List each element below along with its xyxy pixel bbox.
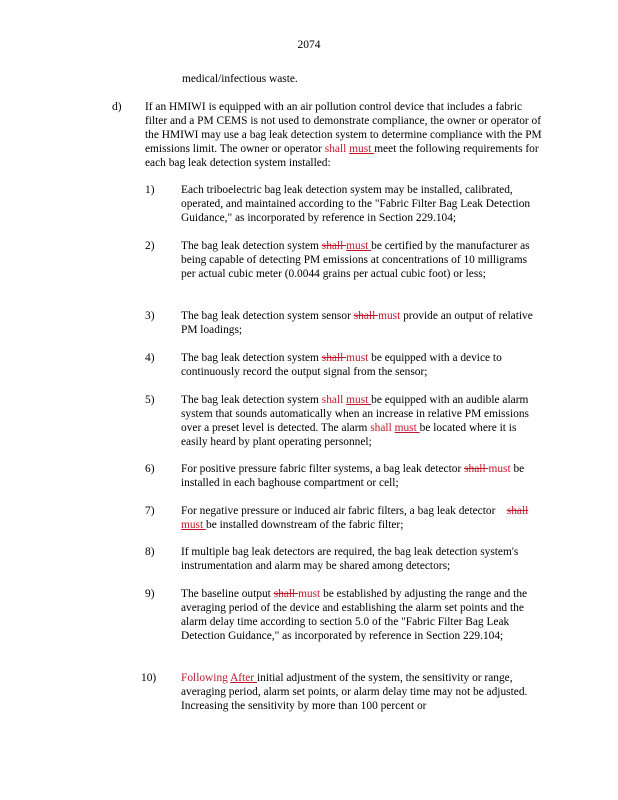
list-item: [181, 239, 541, 281]
inserted-word: must: [346, 240, 372, 252]
item-text: be located where it is easily heard by plant operating personnel;: [181, 422, 517, 448]
inserted-word: After: [230, 672, 257, 684]
deleted-word: shall: [321, 352, 347, 364]
deleted-word: shall: [464, 463, 489, 475]
subsection-paragraph: [145, 100, 545, 170]
page-number: 2074: [297, 39, 321, 51]
item-text: The baseline output: [181, 588, 274, 600]
item-label: 5): [145, 394, 155, 406]
subsection-tail: meet the following requirements for each bag leak detection system installed:: [145, 143, 539, 169]
lead-text: medical/infectious waste.: [182, 73, 298, 85]
list-item: [181, 462, 541, 490]
list-item: [181, 351, 541, 379]
inserted-word: must: [181, 519, 207, 531]
item-label: 8): [145, 546, 155, 558]
item-text: be equipped with an audible alarm system that sounds automatically when an increase in relative PM emissions over a preset level is detected. The alarm: [181, 394, 529, 434]
revised-word: Following: [181, 672, 228, 684]
item-text: For negative pressure or induced air fabric filters, a bag leak detector: [181, 505, 507, 517]
inserted-word: must: [346, 394, 372, 406]
item-text: be installed downstream of the fabric filter;: [206, 519, 404, 531]
deleted-word: shall: [273, 588, 299, 600]
item-label: 1): [145, 184, 155, 196]
revised-word: must: [346, 352, 369, 364]
subsection-text: If an HMIWI is equipped with an air pollution control device that includes a fabric filter and a PM CEMS is not used to demonstrate compliance, the owner or operator of the HMIWI may use a bag leak detection system to determine compliance with the PM emissions limit. The owner or operator: [145, 101, 542, 155]
list-item: If multiple bag leak detectors are required, the bag leak detection system's instrumentation and alarm may be shared among detectors;: [181, 546, 519, 572]
revised-word: must: [298, 588, 321, 600]
inserted-word: must: [349, 143, 375, 155]
list-item: [181, 671, 541, 713]
item-text: provide an output of relative PM loadings;: [181, 310, 533, 336]
list-item: [181, 393, 541, 449]
revised-word: shall: [324, 143, 347, 155]
item-label: 9): [145, 588, 155, 600]
item-text: initial adjustment of the system, the sensitivity or range, averaging period, alarm set points, or alarm delay time may not be adjusted. Increasing the sensitivity by more than 100 percent or: [181, 672, 528, 712]
item-text: be established by adjusting the range and the averaging period of the device and establishing the alarm set points and the alarm delay time according to section 5.0 of the "Fabric Filter Bag Leak Detection Guidance," as incorporated by reference in Section 229.104;: [181, 588, 528, 642]
item-label: 4): [145, 352, 155, 364]
list-item: Each triboelectric bag leak detection system may be installed, calibrated, operated, and maintained according to the "Fabric Filter Bag Leak Detection Guidance," as incorporated by reference in Section 229.104;: [181, 184, 531, 224]
list-item: [181, 587, 541, 643]
item-text: The bag leak detection system: [181, 240, 322, 252]
item-text: The bag leak detection system: [181, 352, 322, 364]
deleted-word: shall: [353, 310, 379, 322]
item-text: The bag leak detection system sensor: [181, 310, 354, 322]
item-label: 2): [145, 240, 155, 252]
revised-word: shall: [370, 422, 392, 434]
item-label: 6): [145, 463, 155, 475]
revised-word: must: [378, 310, 401, 322]
item-text: The bag leak detection system: [181, 394, 322, 406]
deleted-word: shall: [506, 505, 529, 517]
item-text: For positive pressure fabric filter systems, a bag leak detector: [181, 463, 465, 475]
list-item: [181, 504, 547, 532]
revised-word: must: [488, 463, 511, 475]
item-label: 10): [141, 672, 157, 684]
list-item: [181, 309, 541, 337]
item-text: be installed in each baghouse compartment or cell;: [181, 463, 525, 489]
item-text: be equipped with a device to continuously record the output signal from the sensor;: [181, 352, 502, 378]
item-text: be certified by the manufacturer as being capable of detecting PM emissions at concentrations of 10 milligrams per actual cubic meter (0.0044 grains per actual cubic foot) or less;: [181, 240, 530, 280]
subsection-label: d): [112, 101, 122, 113]
revised-word: shall: [321, 394, 344, 406]
deleted-word: shall: [321, 240, 347, 252]
inserted-word: must: [394, 422, 420, 434]
item-label: 3): [145, 310, 155, 322]
item-label: 7): [145, 505, 155, 517]
